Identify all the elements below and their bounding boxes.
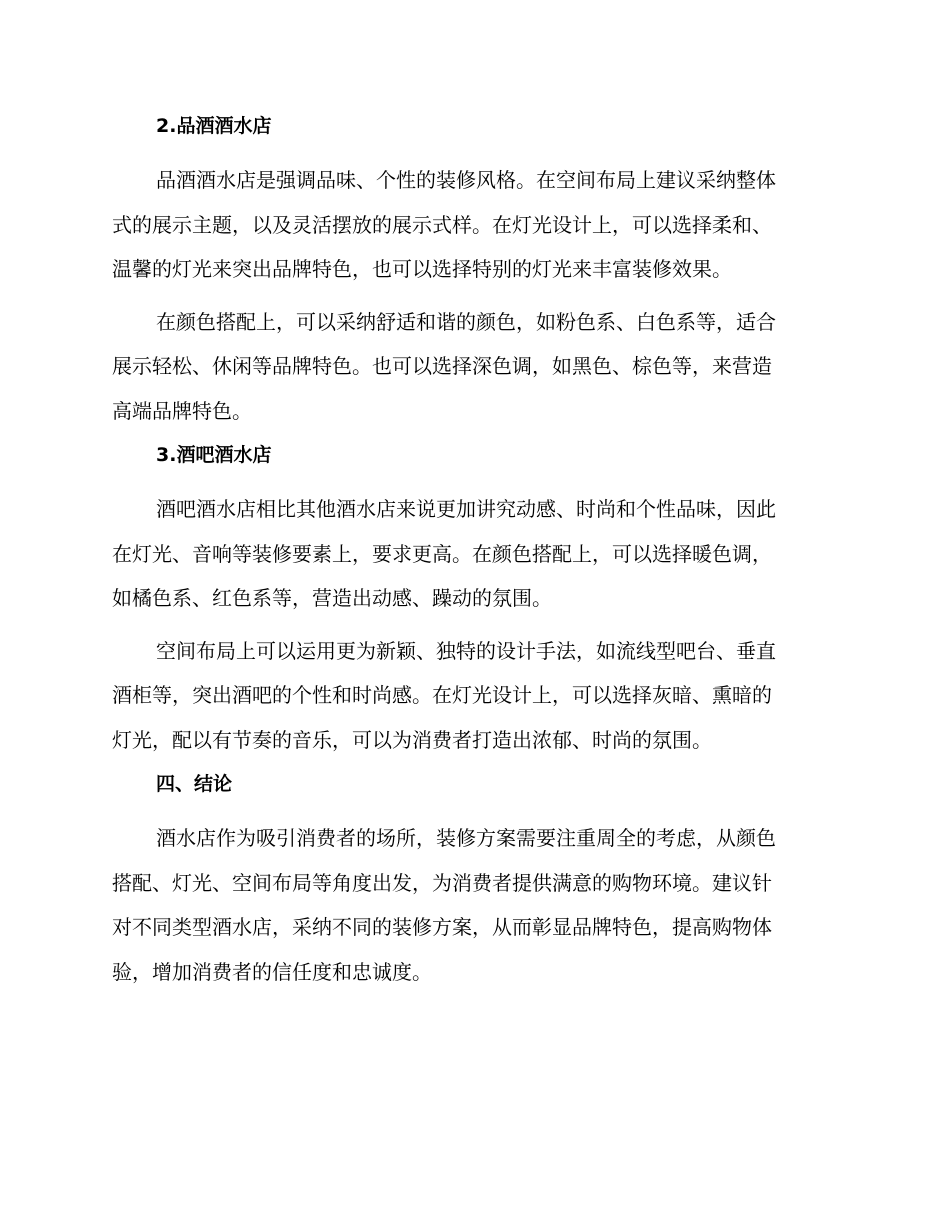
section-pinjiu [112, 112, 834, 433]
paragraph-line: 式的展示主题，以及灵活摆放的展示式样。在灯光设计上，可以选择柔和、 [112, 212, 772, 237]
paragraph-line: 酒吧酒水店相比其他酒水店来说更加讲究动感、时尚和个性品味，因此 [156, 497, 776, 521]
paragraph-line: 高端品牌特色。 [112, 398, 252, 423]
section-heading: 3.酒吧酒水店 [156, 444, 272, 466]
paragraph [112, 816, 834, 994]
paragraph-line: 品酒酒水店是强调品味、个性的装修风格。在空间布局上建议采纳整体 [156, 168, 776, 192]
paragraph-line: 空间布局上可以运用更为新颖、独特的设计手法，如流线型吧台、垂直 [156, 638, 776, 663]
paragraph-line: 验，增加消费者的信任度和忠诚度。 [112, 959, 432, 984]
paragraph [112, 487, 834, 621]
paragraph-line: 对不同类型酒水店，采纳不同的装修方案，从而彰显品牌特色，提高购物体 [112, 915, 772, 939]
section-conclusion [112, 770, 834, 994]
paragraph [112, 158, 834, 292]
section-jiuba [112, 441, 834, 762]
paragraph-line: 酒柜等，突出酒吧的个性和时尚感。在灯光设计上，可以选择灰暗、熏暗的 [112, 683, 772, 707]
paragraph-line: 搭配、灯光、空间布局等角度出发，为消费者提供满意的购物环境。建议针 [112, 870, 772, 895]
section-heading: 四、结论 [156, 773, 233, 795]
paragraph-line: 在灯光、音响等装修要素上，要求更高。在颜色搭配上，可以选择暖色调， [112, 541, 772, 566]
paragraph-line: 温馨的灯光来突出品牌特色，也可以选择特别的灯光来丰富装修效果。 [112, 257, 732, 281]
section-heading: 2.品酒酒水店 [156, 115, 272, 137]
paragraph-line: 灯光，配以有节奏的音乐，可以为消费者打造出浓郁、时尚的氛围。 [112, 727, 712, 752]
paragraph [112, 629, 834, 763]
paragraph-line: 酒水店作为吸引消费者的场所，装修方案需要注重周全的考虑，从颜色 [156, 826, 776, 850]
paragraph-line: 如橘色系、红色系等，营造出动感、躁动的氛围。 [112, 586, 552, 610]
paragraph [112, 300, 834, 434]
paragraph-line: 展示轻松、休闲等品牌特色。也可以选择深色调，如黑色、棕色等，来营造 [112, 354, 772, 378]
paragraph-line: 在颜色搭配上，可以采纳舒适和谐的颜色，如粉色系、白色系等，适合 [156, 309, 776, 334]
document-page [112, 112, 834, 1002]
